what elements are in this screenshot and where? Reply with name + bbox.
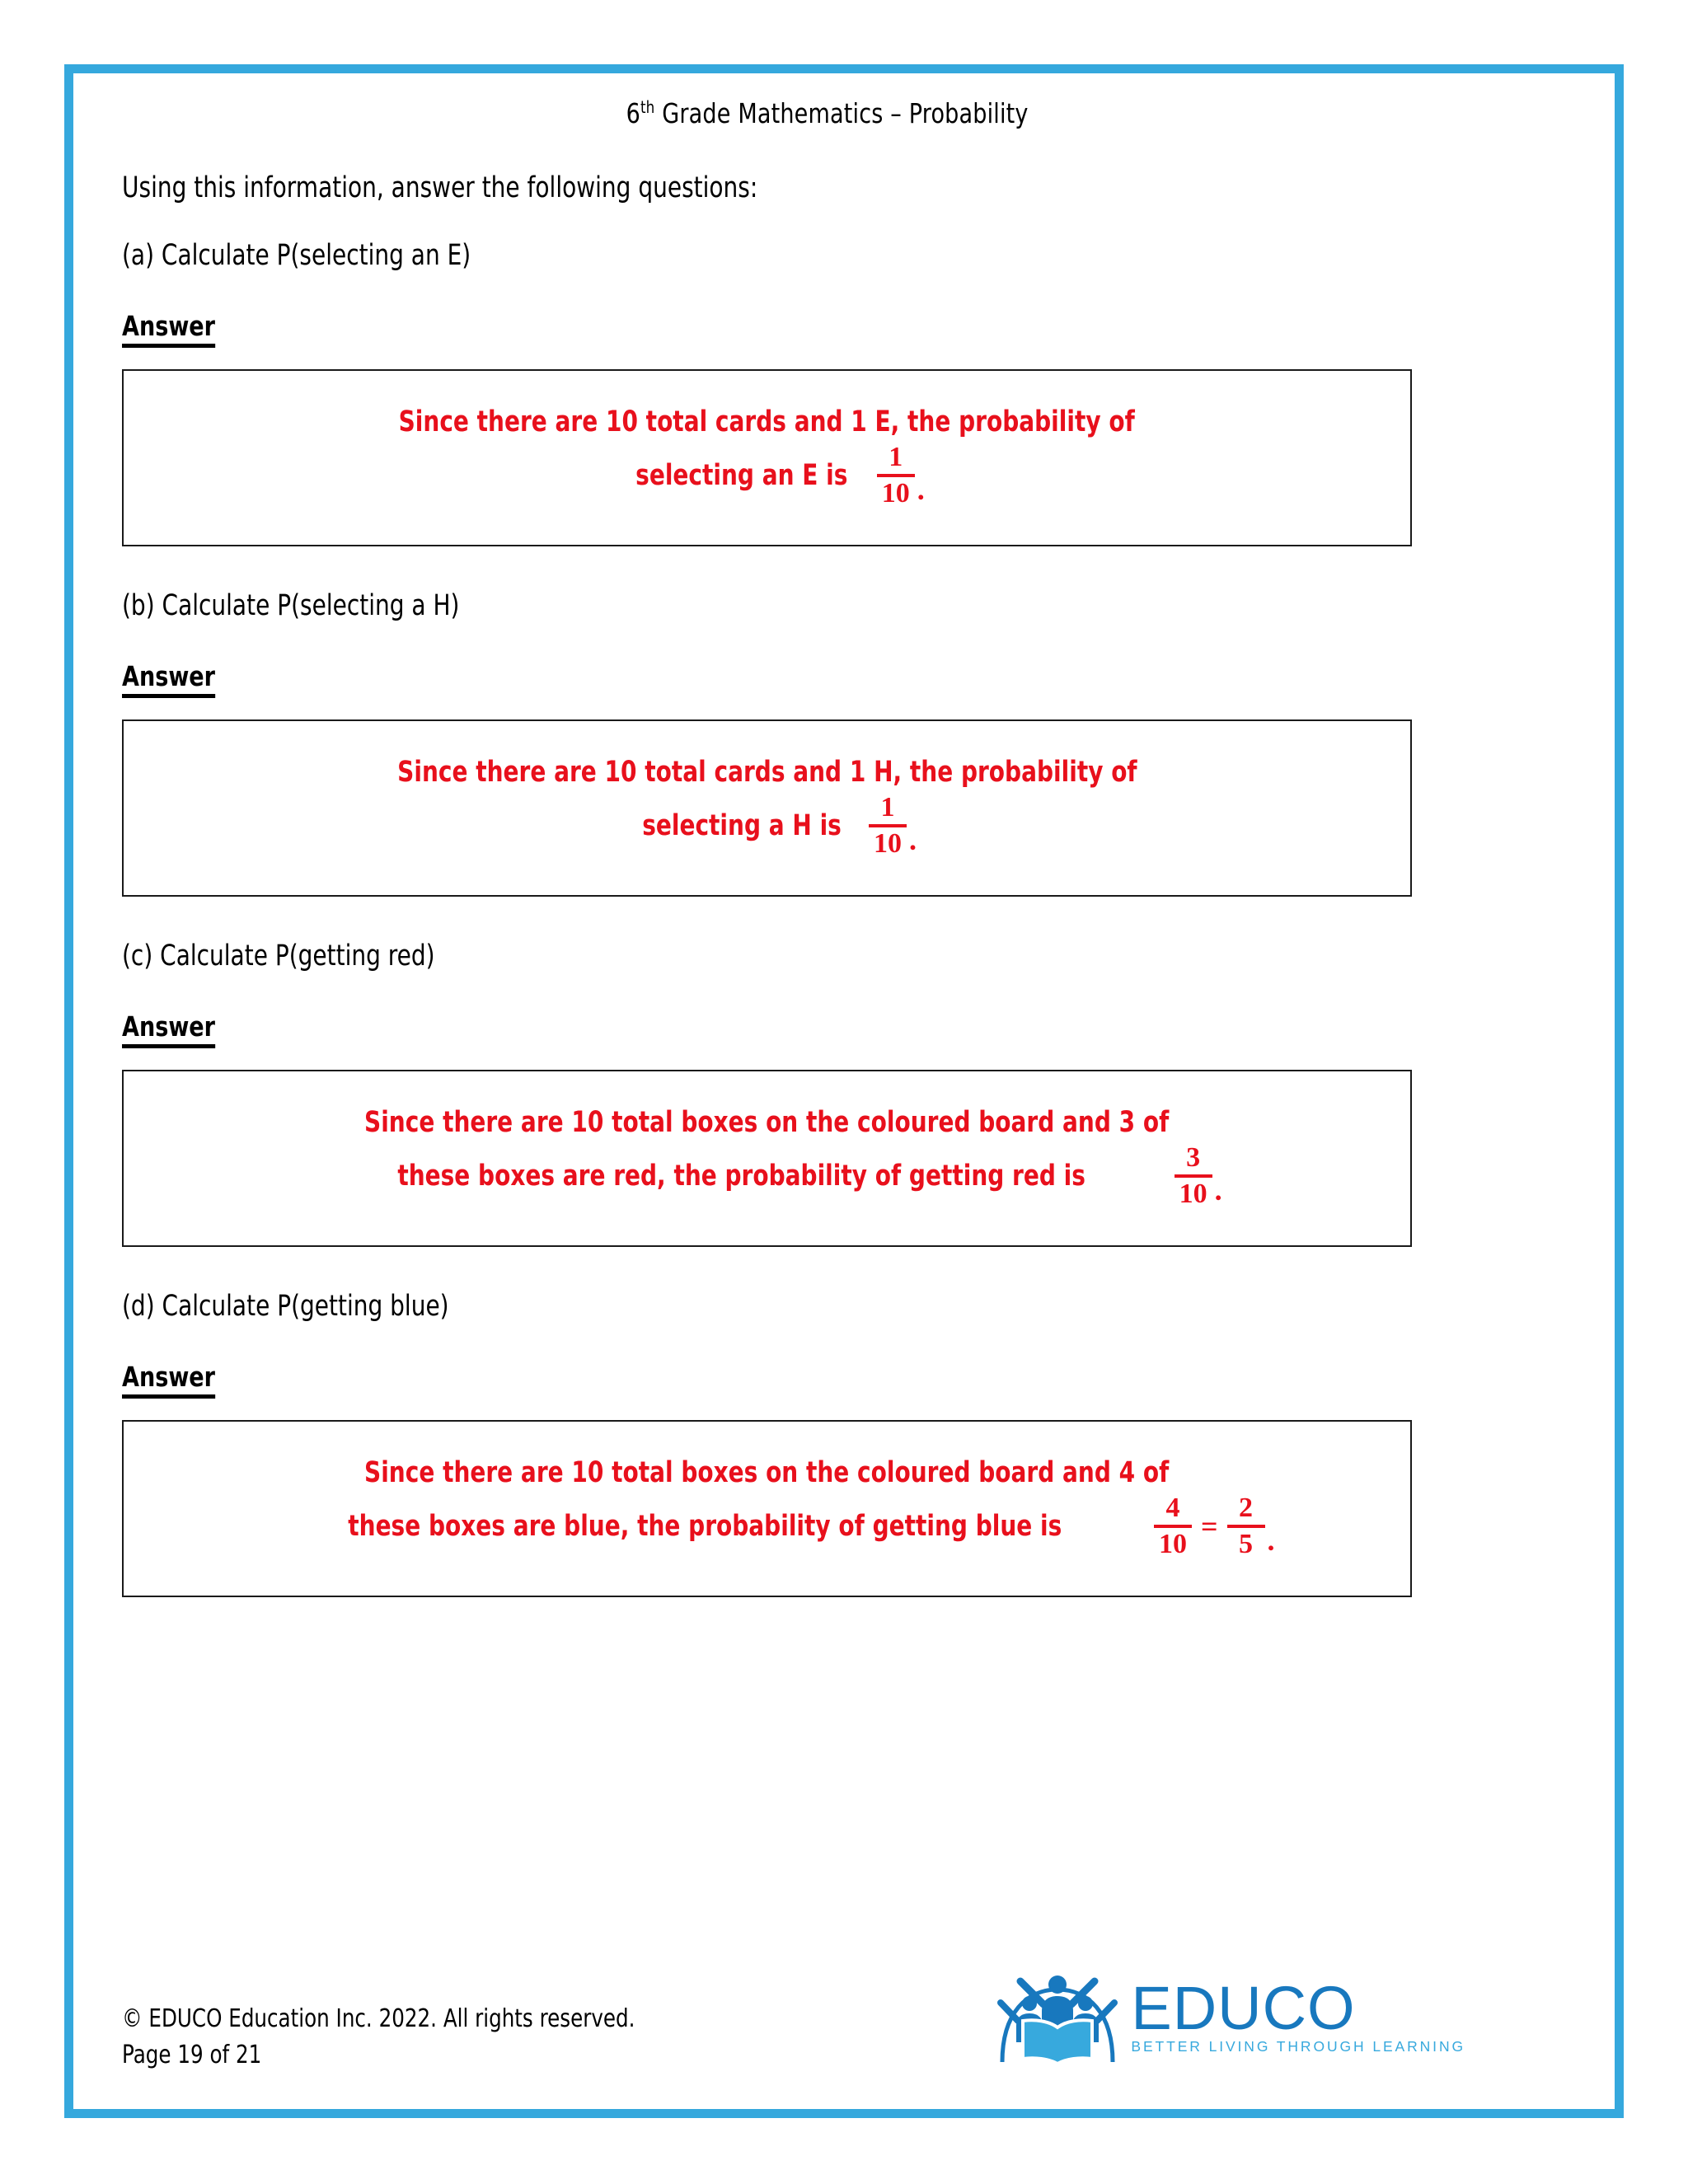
answer-label-a: Answer bbox=[122, 310, 215, 348]
answer-c-line-2: these boxes are red, the probability of getting red is $\frac{3}{10}$ . bbox=[397, 1142, 1222, 1210]
answer-label-d: Answer bbox=[122, 1361, 215, 1399]
educo-wordmark: EDUCO bbox=[1131, 1973, 1356, 2042]
question-b-prompt: (b) Calculate P(selecting a H) bbox=[122, 589, 460, 623]
header-grade-number: 6 bbox=[626, 97, 641, 129]
answer-box-c bbox=[122, 1070, 1412, 1247]
page-content bbox=[64, 64, 1624, 2118]
fraction-c-1: $\frac{3}{10}$ bbox=[1175, 1144, 1212, 1208]
answer-box-d bbox=[122, 1420, 1412, 1597]
answer-label-c: Answer bbox=[122, 1010, 215, 1048]
page-number-text: Page 19 of 21 bbox=[122, 2040, 262, 2069]
page-title bbox=[626, 97, 1029, 129]
question-d-prompt: (d) Calculate P(getting blue) bbox=[122, 1290, 449, 1324]
fraction-bar bbox=[1227, 1525, 1265, 1528]
worksheet-body bbox=[122, 171, 1556, 1640]
fraction-bar bbox=[1175, 1174, 1212, 1178]
fraction-bar bbox=[869, 824, 907, 827]
answer-b-line-2: selecting a H is $\frac{1}{10}$ . bbox=[642, 792, 917, 860]
footer-text-block bbox=[122, 2001, 748, 2073]
answer-label-b: Answer bbox=[122, 660, 215, 698]
educo-tagline: BETTER LIVING THROUGH LEARNING bbox=[1131, 2038, 1465, 2055]
header-grade-suffix: th bbox=[640, 97, 655, 117]
fraction-a-1: $\frac{1}{10}$ bbox=[877, 443, 915, 508]
answer-d-line-1: Since there are 10 total boxes on the coloured board and 4 of bbox=[364, 1456, 1170, 1490]
fraction-b-1: $\frac{1}{10}$ bbox=[869, 794, 907, 858]
fraction-d-1: $\frac{4}{10}$ bbox=[1154, 1494, 1192, 1558]
answer-b-line-1: Since there are 10 total cards and 1 H, the probability of bbox=[396, 756, 1137, 790]
answer-b-period: . bbox=[909, 823, 917, 857]
fraction-bar bbox=[877, 474, 915, 477]
fraction-bar bbox=[1154, 1525, 1192, 1528]
equals-sign: = bbox=[1201, 1510, 1218, 1544]
answer-d-line-2: these boxes are blue, the probability of getting blue is $\frac{4}{10}$ = $\frac{2}{5}$ . bbox=[348, 1493, 1275, 1560]
educo-logo-text bbox=[1131, 1973, 1465, 2055]
educo-logo bbox=[996, 1966, 1465, 2069]
answer-a-line-2: selecting an E is $\frac{1}{10}$ . bbox=[635, 442, 925, 509]
header-title-rest: Grade Mathematics – Probability bbox=[654, 97, 1029, 129]
answer-c-line-1: Since there are 10 total boxes on the coloured board and 3 of bbox=[364, 1106, 1170, 1140]
question-c-prompt: (c) Calculate P(getting red) bbox=[122, 940, 435, 973]
answer-a-line-1: Since there are 10 total cards and 1 E, the probability of bbox=[398, 405, 1136, 439]
fraction-d-2: $\frac{2}{5}$ bbox=[1227, 1494, 1265, 1558]
copyright-text: © EDUCO Education Inc. 2022. All rights reserved. bbox=[122, 2004, 635, 2033]
answer-box-a bbox=[122, 369, 1412, 546]
intro-text: Using this information, answer the following questions: bbox=[122, 171, 758, 204]
answer-a-period: . bbox=[917, 473, 925, 507]
page-header bbox=[64, 97, 1624, 129]
page-footer bbox=[122, 1966, 1573, 2073]
answer-d-period: . bbox=[1267, 1524, 1275, 1558]
question-a-prompt: (a) Calculate P(selecting an E) bbox=[122, 239, 471, 273]
answer-c-period: . bbox=[1214, 1174, 1222, 1207]
educo-logo-mark-icon bbox=[996, 1966, 1119, 2069]
answer-box-b bbox=[122, 719, 1412, 897]
